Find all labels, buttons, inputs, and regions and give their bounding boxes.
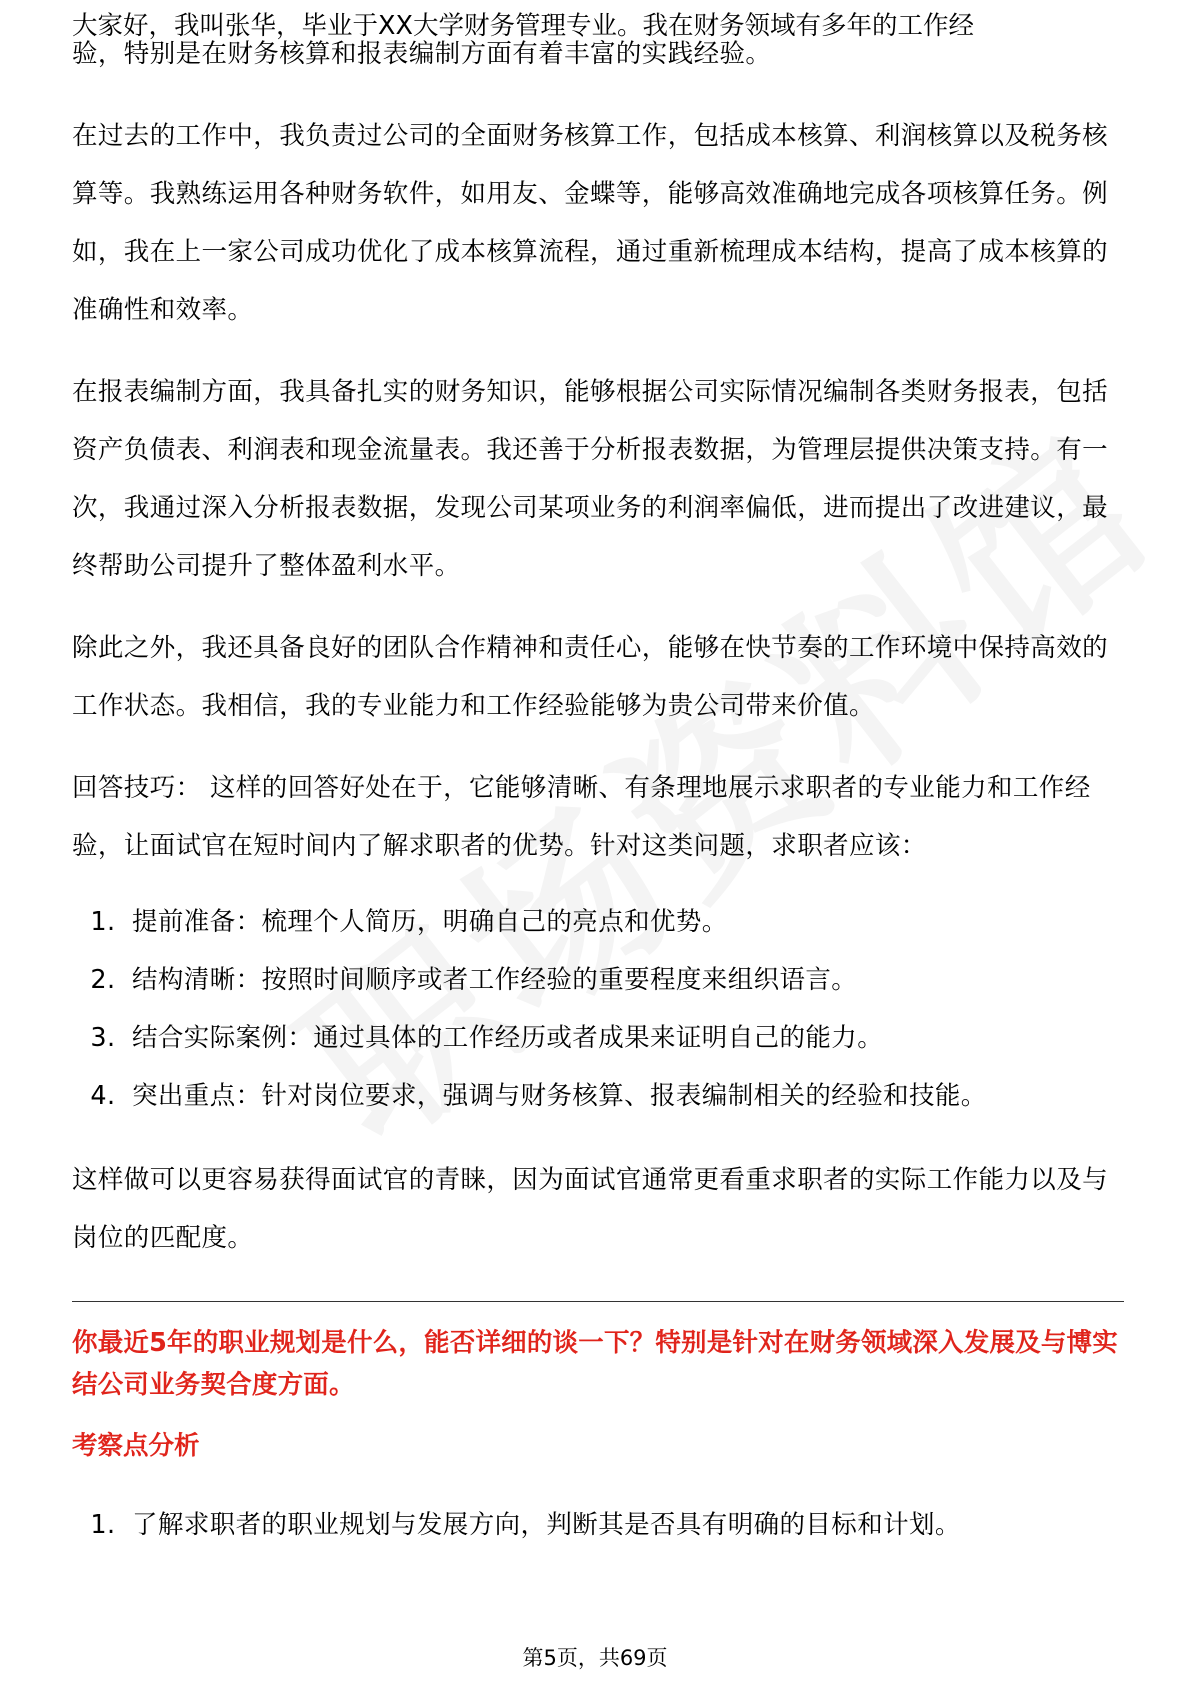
list-item: 4. 突出重点：针对岗位要求，强调与财务核算、报表编制相关的经验和技能。 bbox=[124, 1067, 1124, 1125]
paragraph-answer-tips: 回答技巧： 这样的回答好处在于，它能够清晰、有条理地展示求职者的专业能力和工作经验，让面试官在短时间内了解求职者的优势。针对这类问题，求职者应该： bbox=[72, 773, 1091, 861]
list-item: 1. 提前准备：梳理个人简历，明确自己的亮点和优势。 bbox=[124, 893, 1124, 951]
list-item: 2. 结构清晰：按照时间顺序或者工作经验的重要程度来组织语言。 bbox=[124, 951, 1124, 1009]
paragraph-intro-end: 验，特别是在财务核算和报表编制方面有着丰富的实践经验。 bbox=[72, 39, 772, 69]
partial-top-text: 大家好，我叫张华，毕业于XX大学财务管理专业。我在财务领域有多年的工作经 bbox=[72, 11, 974, 41]
paragraph-reporting: 在报表编制方面，我具备扎实的财务知识，能够根据公司实际情况编制各类财务报表，包括资产负债表、利润表和现金流量表。我还善于分析报表数据，为管理层提供决策支持。有一次，我通过深入分析报表数据，发现公司某项业务的利润率偏低，进而提出了改进建议，最终帮助公司提升了整体盈利水平。 bbox=[72, 377, 1109, 581]
analysis-heading: 考察点分析 bbox=[72, 1431, 200, 1461]
tips-list bbox=[72, 893, 1124, 1125]
analysis-list bbox=[72, 1496, 1124, 1554]
paragraph-closing: 这样做可以更容易获得面试官的青睐，因为面试官通常更看重求职者的实际工作能力以及与岗位的匹配度。 bbox=[72, 1165, 1109, 1253]
list-item: 1. 了解求职者的职业规划与发展方向，判断其是否具有明确的目标和计划。 bbox=[124, 1496, 1124, 1554]
paragraph-teamwork: 除此之外，我还具备良好的团队合作精神和责任心，能够在快节奏的工作环境中保持高效的工作状态。我相信，我的专业能力和工作经验能够为贵公司带来价值。 bbox=[72, 633, 1109, 721]
question-heading: 你最近5年的职业规划是什么，能否详细的谈一下？特别是针对在财务领域深入发展及与博实结公司业务契合度方面。 bbox=[72, 1328, 1118, 1400]
list-item: 3. 结合实际案例：通过具体的工作经历或者成果来证明自己的能力。 bbox=[124, 1009, 1124, 1067]
paragraph-accounting: 在过去的工作中，我负责过公司的全面财务核算工作，包括成本核算、利润核算以及税务核算等。我熟练运用各种财务软件，如用友、金蝶等，能够高效准确地完成各项核算任务。例如，我在上一家公司成功优化了成本核算流程，通过重新梳理成本结构，提高了成本核算的准确性和效率。 bbox=[72, 121, 1109, 325]
page-content bbox=[72, 11, 1124, 1554]
section-divider bbox=[72, 1301, 1124, 1302]
partial-top-line bbox=[72, 0, 1124, 41]
page-footer: 第5页，共69页 bbox=[522, 1646, 668, 1670]
